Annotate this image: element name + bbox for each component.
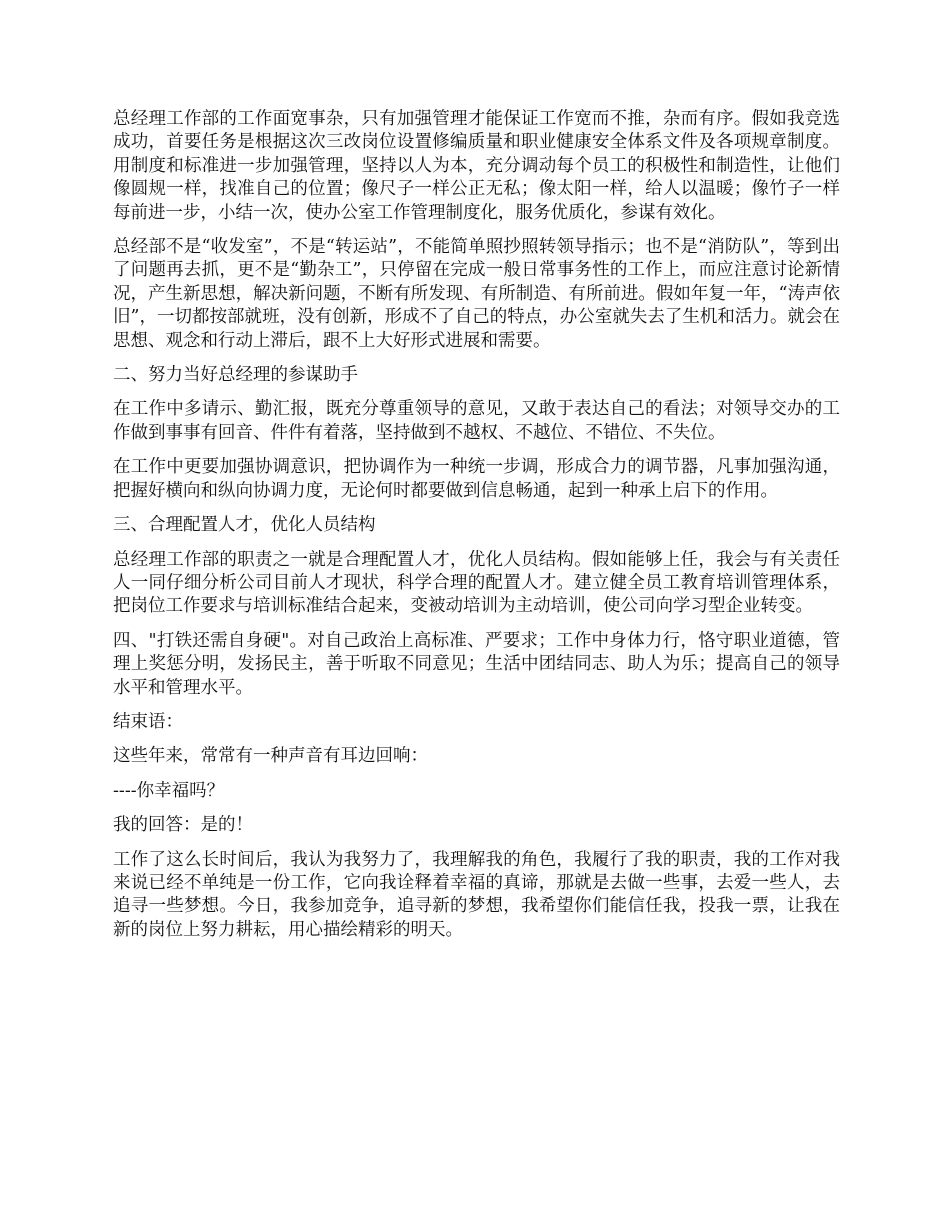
paragraph-closing: 工作了这么长时间后，我认为我努力了，我理解我的角色，我履行了我的职责，我的工作对我来说已经不单纯是一份工作，它向我诠释着幸福的真谛，那就是去做一些事，去爱一些人，去追寻一些梦想。今日，我参加竞争，追寻新的梦想，我希望你们能信任我，投我一票，让我在新的岗位上努力耕耘，用心描绘精彩的明天。 [113,849,840,940]
section-heading-3: 三、合理配置人才，优化人员结构 [113,515,376,536]
paragraph-office-role: 总经部不是“收发室”，不是“转运站”，不能简单照抄照转领导指示；也不是“消防队”，等到出了问题再去抓，更不是“勤杂工”，只停留在完成一般日常事务性的工作上，而应注意讨论新情况，产生新思想，解决新问题，不断有所发现、有所制造、有所前进。假如年复一年，“涛声依旧”，一切都按部就班，没有创新，形成不了自己的特点，办公室就失去了生机和活力。就会在思想、观念和行动上滞后，跟不上大好形式进展和需要。 [113,237,840,351]
paragraph-management-duties: 总经理工作部的工作面宽事杂，只有加强管理才能保证工作宽而不推，杂而有序。假如我竞选成功，首要任务是根据这次三改岗位设置修编质量和职业健康安全体系文件及各项规章制度。用制度和标准进一步加强管理，坚持以人为本，充分调动每个员工的积极性和制造性，让他们像圆规一样，找准自己的位置；像尺子一样公正无私；像太阳一样，给人以温暖；像竹子一样每前进一步，小结一次，使办公室工作管理制度化，服务优质化，参谋有效化。 [113,109,840,223]
paragraph-coordination: 在工作中更要加强协调意识，把协调作为一种统一步调，形成合力的调节器，凡事加强沟通，把握好横向和纵向协调力度，无论何时都要做到信息畅通，起到一种承上启下的作用。 [113,457,840,501]
section-heading-2: 二、努力当好总经理的参谋助手 [113,365,358,386]
paragraph-report-to-leaders: 在工作中多请示、勤汇报，既充分尊重领导的意见，又敢于表达自己的看法；对领导交办的工作做到事事有回音、件件有着落，坚持做到不越权、不越位、不错位、不失位。 [113,399,840,443]
conclusion-heading: 结束语： [113,711,183,732]
paragraph-talent-allocation: 总经理工作部的职责之一就是合理配置人才，优化人员结构。假如能够上任，我会与有关责任人一同仔细分析公司目前人才现状，科学合理的配置人才。建立健全员工教育培训管理体系，把岗位工作要求与培训标准结合起来，变被动培训为主动培训，使公司向学习型企业转变。 [113,549,840,617]
conclusion-line-question: ----你幸福吗？ [113,780,225,801]
paragraph-self-discipline: 四、"打铁还需自身硬"。对自己政治上高标准、严要求；工作中身体力行，恪守职业道德，管理上奖惩分明，发扬民主，善于听取不同意见；生活中团结同志、助人为乐；提高自己的领导水平和管理水平。 [113,630,840,698]
conclusion-line-answer: 我的回答：是的！ [113,815,253,836]
conclusion-line-voice: 这些年来，常常有一种声音有耳边回响： [113,746,428,767]
